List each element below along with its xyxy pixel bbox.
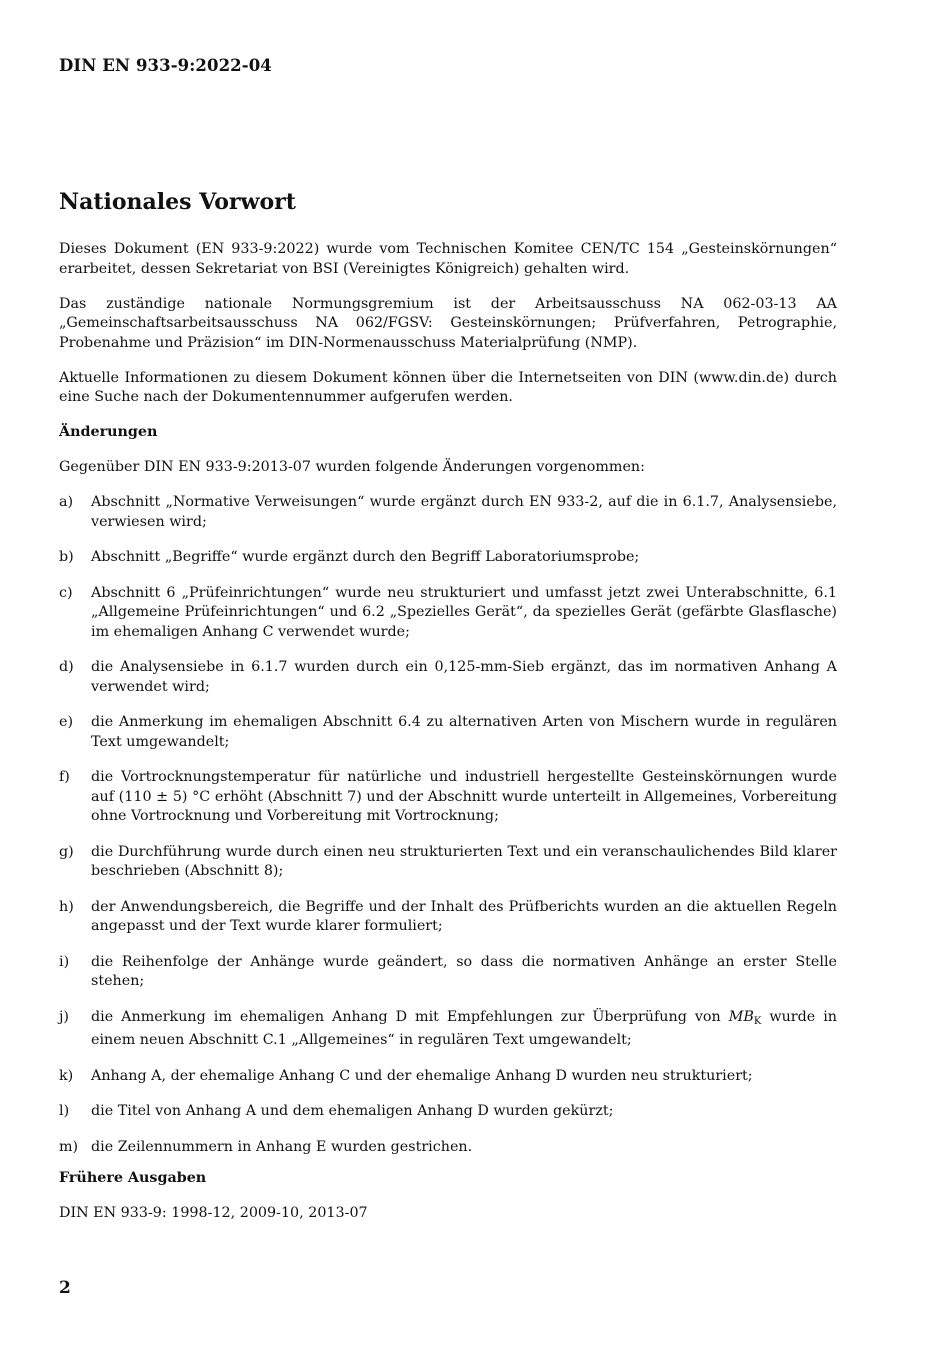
list-marker: e) xyxy=(59,714,74,730)
paragraph-information: Aktuelle Informationen zu diesem Dokument können über die Internetseiten von DIN (www.din.de) durch eine Suche nach der Dokumentennummer aufgerufen werden. xyxy=(59,369,837,405)
list-item-text: Abschnitt 6 „Prüfeinrichtungen“ wurde neu strukturiert und umfasst jetzt zwei Unterabschnitte, 6.1 „Allgemeine Prüfeinrichtungen“ und 6.2 „Spezielles Gerät“, da spezielles Gerät (gefärbte Glasflasche) im ehemaligen Anhang C verwendet wurde; xyxy=(91,584,837,640)
document-body xyxy=(59,240,837,1239)
list-item-text: die Zeilennummern in Anhang E wurden gestrichen. xyxy=(91,1138,473,1155)
list-item xyxy=(59,898,837,937)
list-marker: d) xyxy=(59,659,74,675)
changes-list xyxy=(59,493,837,1157)
list-item-text: die Reihenfolge der Anhänge wurde geändert, so dass die normativen Anhänge an erster Stelle stehen; xyxy=(91,953,837,989)
list-item-text: Anhang A, der ehemalige Anhang C und der ehemalige Anhang D wurden neu strukturiert; xyxy=(91,1067,753,1084)
mbk-symbol: MB xyxy=(728,1008,754,1025)
list-item-text: Abschnitt „Normative Verweisungen“ wurde ergänzt durch EN 933-2, auf die in 6.1.7, Analysensiebe, verwiesen wird; xyxy=(91,494,837,530)
list-item-text: der Anwendungsbereich, die Begriffe und der Inhalt des Prüfberichts wurden an die aktuellen Regeln angepasst und der Text wurde klarer formuliert; xyxy=(91,898,837,934)
list-marker: a) xyxy=(59,494,74,510)
list-item xyxy=(59,658,837,697)
list-item xyxy=(59,768,837,827)
list-marker: f) xyxy=(59,769,70,785)
list-item-text-after: wurde in einem neuen Abschnitt C.1 „Allgemeines“ in regulären Text umgewandelt; xyxy=(91,1008,837,1048)
list-marker: b) xyxy=(59,549,74,565)
previous-editions-heading: Frühere Ausgaben xyxy=(59,1170,207,1186)
list-item-text: die Anmerkung im ehemaligen Abschnitt 6.4 zu alternativen Arten von Mischern wurde in regulären Text umgewandelt; xyxy=(91,714,837,750)
list-item xyxy=(59,1067,837,1087)
list-item xyxy=(59,1008,837,1051)
changes-heading: Änderungen xyxy=(59,424,158,440)
changes-intro: Gegenüber DIN EN 933-9:2013-07 wurden folgende Änderungen vorgenommen: xyxy=(59,459,645,475)
list-item xyxy=(59,1102,837,1122)
list-item-text: die Titel von Anhang A und dem ehemaligen Anhang D wurden gekürzt; xyxy=(91,1103,614,1119)
list-marker: k) xyxy=(59,1067,74,1084)
list-marker: h) xyxy=(59,898,74,915)
page-number: 2 xyxy=(59,1278,71,1298)
list-item-text: die Analysensiebe in 6.1.7 wurden durch ein 0,125-mm-Sieb ergänzt, das im normativen Anhang A verwendet wird; xyxy=(91,659,837,695)
list-marker: l) xyxy=(59,1103,70,1119)
list-marker: m) xyxy=(59,1138,79,1155)
list-marker: i) xyxy=(59,953,70,970)
list-item xyxy=(59,953,837,992)
list-item xyxy=(59,713,837,752)
list-item xyxy=(59,1138,837,1158)
paragraph-national-body: Das zuständige nationale Normungsgremium ist der Arbeitsausschuss NA 062-03-13 AA „Gemeinschaftsarbeitsausschuss NA 062/FGSV: Gesteinskörnungen; Prüfverfahren, Petrographie, Probenahme und Präzision“ im DIN-Normenausschuss Materialprüfung (NMP). xyxy=(59,295,837,351)
mbk-subscript: K xyxy=(753,1015,762,1027)
section-title: Nationales Vorwort xyxy=(59,189,296,215)
list-item-text xyxy=(91,1008,837,1051)
list-item xyxy=(59,843,837,882)
list-marker: c) xyxy=(59,584,73,601)
list-marker: j) xyxy=(59,1008,70,1025)
previous-editions-text: DIN EN 933-9: 1998-12, 2009-10, 2013-07 xyxy=(59,1205,368,1221)
list-item-text: die Vortrocknungstemperatur für natürliche und industriell hergestellte Gesteinskörnungen wurde auf (110 ± 5) °C erhöht (Abschnitt 7) und der Abschnitt wurde unterteilt in Allgemeines, Vorbereitung ohne Vortrocknung und Vorbereitung mit Vortrocknung; xyxy=(91,769,837,824)
document-id-header: DIN EN 933-9:2022-04 xyxy=(59,56,272,75)
list-item xyxy=(59,548,837,568)
paragraph-committee: Dieses Dokument (EN 933-9:2022) wurde vom Technischen Komitee CEN/TC 154 „Gesteinskörnungen“ erarbeitet, dessen Sekretariat von BSI (Vereinigtes Königreich) gehalten wird. xyxy=(59,241,837,277)
list-item xyxy=(59,493,837,532)
list-item-text: Abschnitt „Begriffe“ wurde ergänzt durch den Begriff Laboratoriumsprobe; xyxy=(91,549,640,565)
list-item-text: die Durchführung wurde durch einen neu strukturierten Text und ein veranschaulichendes Bild klarer beschrieben (Abschnitt 8); xyxy=(91,843,837,879)
list-item-text-before: die Anmerkung im ehemaligen Anhang D mit Empfehlungen zur Überprüfung von xyxy=(91,1008,729,1025)
list-marker: g) xyxy=(59,843,74,860)
list-item xyxy=(59,584,837,643)
